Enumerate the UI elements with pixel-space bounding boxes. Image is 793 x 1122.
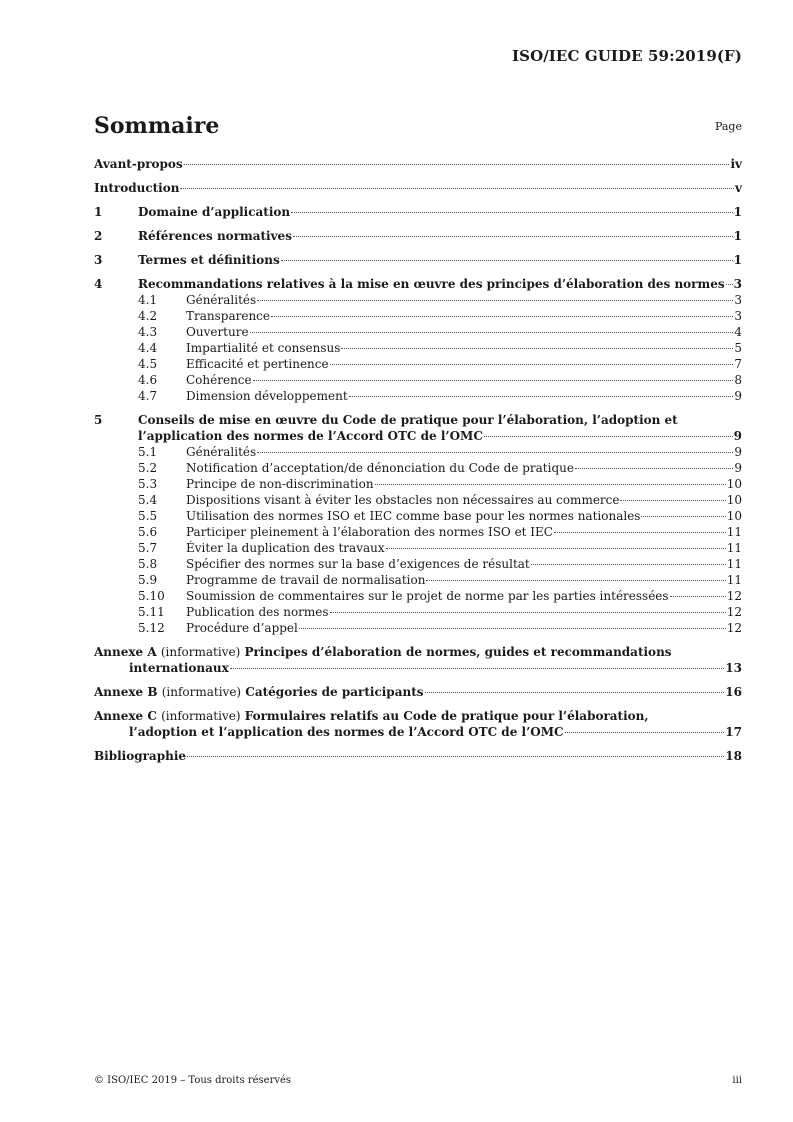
footer-copyright: © ISO/IEC 2019 – Tous droits réservés	[94, 1075, 292, 1086]
toc-entry-5-8[interactable]: 5.8 Spécifier des normes sur la base d’exigences de résultat 11	[138, 557, 742, 571]
toc-entry-5-6[interactable]: 5.6 Participer pleinement à l’élaboration des normes ISO et IEC 11	[138, 525, 742, 539]
toc-entry-4-6[interactable]: 4.6 Cohérence 8	[138, 373, 742, 387]
dot-leader	[257, 452, 733, 453]
toc-entry-5-10[interactable]: 5.10 Soumission de commentaires sur le projet de norme par les parties intéressées 12	[138, 589, 742, 603]
toc-entry-introduction[interactable]: Introduction v	[94, 181, 742, 195]
dot-leader	[565, 732, 725, 733]
toc-entry-5-line1[interactable]: 5 Conseils de mise en œuvre du Code de pratique pour l’élaboration, l’adoption et	[94, 413, 678, 427]
toc-entry-annex-c-line1[interactable]: Annexe C (informative) Formulaires relatifs au Code de pratique pour l’élaboration,	[94, 709, 649, 723]
dot-leader	[187, 756, 724, 757]
dot-leader	[425, 692, 725, 693]
document-reference: ISO/IEC GUIDE 59:2019(F)	[512, 47, 742, 65]
toc-entry-4-5[interactable]: 4.5 Efficacité et pertinence 7	[138, 357, 742, 371]
dot-leader	[330, 364, 734, 365]
toc-entry-annex-b[interactable]: Annexe B (informative) Catégories de participants 16	[94, 685, 742, 699]
toc-entry-4-1[interactable]: 4.1 Généralités 3	[138, 293, 742, 307]
dot-leader	[341, 348, 733, 349]
toc-entry-4-7[interactable]: 4.7 Dimension développement 9	[138, 389, 742, 403]
toc-entry-1[interactable]: 1 Domaine d’application 1	[94, 205, 742, 219]
toc-entry-annex-c-line2[interactable]: l’adoption et l’application des normes de l’Accord OTC de l’OMC 17	[129, 725, 742, 739]
dot-leader	[230, 668, 725, 669]
dot-leader	[293, 236, 733, 237]
dot-leader	[330, 612, 726, 613]
dot-leader	[726, 284, 733, 285]
toc-entry-annex-a-line1[interactable]: Annexe A (informative) Principes d’élaboration de normes, guides et recommandations	[94, 645, 672, 659]
page-column-label: Page	[714, 120, 742, 133]
dot-leader	[426, 580, 725, 581]
footer-page-number: iii	[732, 1075, 742, 1086]
dot-leader	[250, 332, 734, 333]
dot-leader	[349, 396, 734, 397]
toc-entry-4-4[interactable]: 4.4 Impartialité et consensus 5	[138, 341, 742, 355]
dot-leader	[554, 532, 726, 533]
toc-entry-5-7[interactable]: 5.7 Éviter la duplication des travaux 11	[138, 541, 742, 555]
dot-leader	[253, 380, 734, 381]
toc-entry-bibliographie[interactable]: Bibliographie 18	[94, 749, 742, 763]
toc-entry-annex-a-line2[interactable]: internationaux 13	[129, 661, 742, 675]
dot-leader	[299, 628, 726, 629]
dot-leader	[184, 164, 730, 165]
toc-entry-2[interactable]: 2 Références normatives 1	[94, 229, 742, 243]
dot-leader	[484, 436, 733, 437]
toc-entry-5-11[interactable]: 5.11 Publication des normes 12	[138, 605, 742, 619]
dot-leader	[641, 516, 725, 517]
dot-leader	[375, 484, 726, 485]
toc-entry-5-1[interactable]: 5.1 Généralités 9	[138, 445, 742, 459]
dot-leader	[670, 596, 726, 597]
dot-leader	[531, 564, 726, 565]
toc-entry-5-3[interactable]: 5.3 Principe de non-discrimination 10	[138, 477, 742, 491]
toc-entry-5-5[interactable]: 5.5 Utilisation des normes ISO et IEC comme base pour les normes nationales 10	[138, 509, 742, 523]
page-title: Sommaire	[94, 113, 220, 139]
toc-entry-5-2[interactable]: 5.2 Notification d’acceptation/de dénonciation du Code de pratique 9	[138, 461, 742, 475]
dot-leader	[386, 548, 726, 549]
toc-entry-4-3[interactable]: 4.3 Ouverture 4	[138, 325, 742, 339]
toc-entry-3[interactable]: 3 Termes et définitions 1	[94, 253, 742, 267]
dot-leader	[180, 188, 734, 189]
toc-entry-5-4[interactable]: 5.4 Dispositions visant à éviter les obstacles non nécessaires au commerce 10	[138, 493, 742, 507]
toc-entry-5-line2[interactable]: l’application des normes de l’Accord OTC de l’OMC 9	[138, 429, 742, 443]
toc-entry-avant-propos[interactable]: Avant-propos iv	[94, 157, 742, 171]
dot-leader	[271, 316, 733, 317]
table-of-contents	[94, 156, 742, 764]
dot-leader	[257, 300, 733, 301]
dot-leader	[620, 500, 725, 501]
toc-entry-4[interactable]: 4 Recommandations relatives à la mise en œuvre des principes d’élaboration des normes 3	[94, 277, 742, 291]
toc-entry-5-9[interactable]: 5.9 Programme de travail de normalisation 11	[138, 573, 742, 587]
dot-leader	[281, 260, 733, 261]
toc-entry-4-2[interactable]: 4.2 Transparence 3	[138, 309, 742, 323]
toc-entry-5-12[interactable]: 5.12 Procédure d’appel 12	[138, 621, 742, 635]
dot-leader	[291, 212, 733, 213]
dot-leader	[575, 468, 733, 469]
